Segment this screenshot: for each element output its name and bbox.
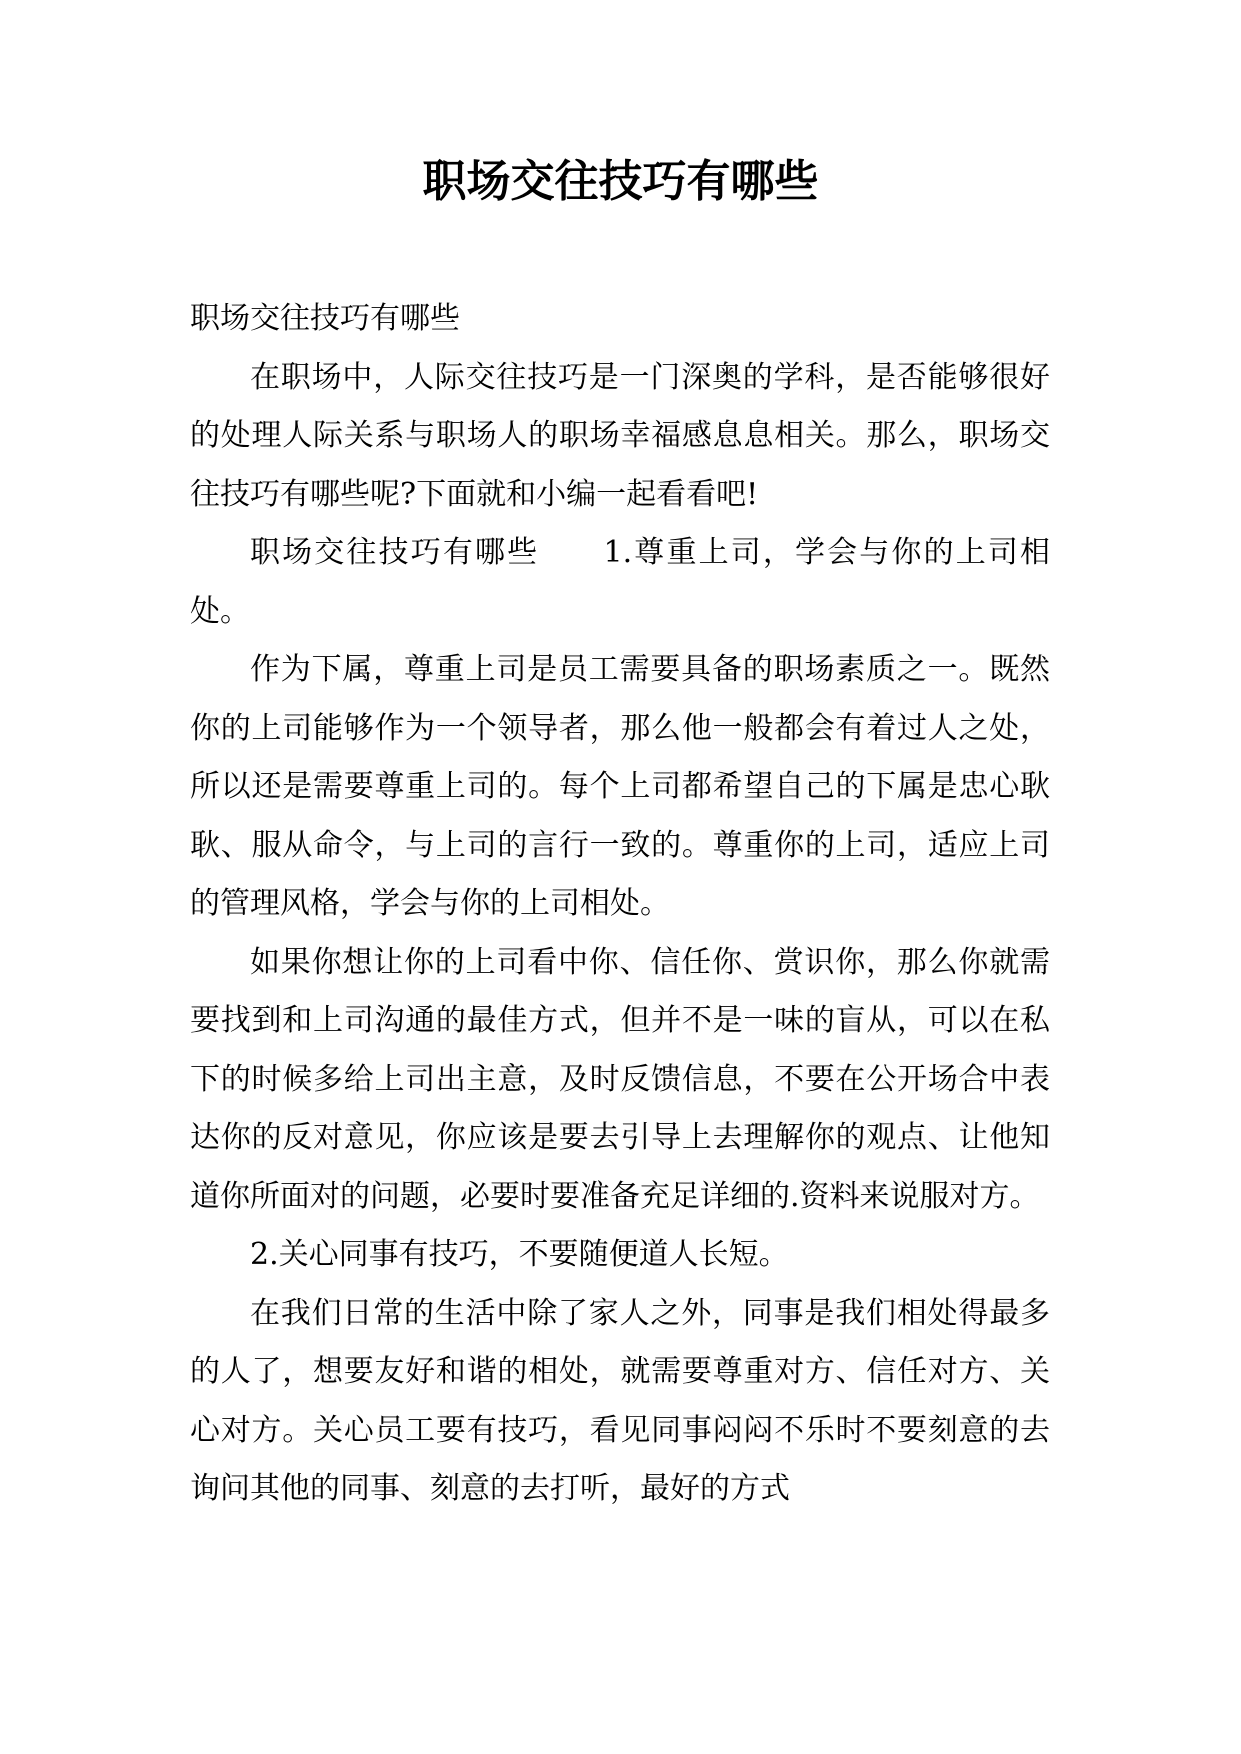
document-title: 职场交往技巧有哪些 bbox=[422, 156, 819, 207]
point-one-paragraph-2: 如果你想让你的上司看中你、信任你、赏识你，那么你就需要找到和上司沟通的最佳方式，但并不是一味的盲从，可以在私下的时候多给上司出主意，及时反馈信息，不要在公开场合中表达你的反对意见，你应该是要去引导上去理解你的观点、让他知道你所面对的问题，必要时要准备充足详细的.资料来说服对方。 bbox=[190, 944, 1050, 1214]
intro-paragraph: 在职场中，人际交往技巧是一门深奥的学科，是否能够很好的处理人际关系与职场人的职场幸福感息息相关。那么，职场交往技巧有哪些呢?下面就和小编一起看看吧! bbox=[190, 359, 1050, 512]
body-heading-paragraph: 职场交往技巧有哪些 bbox=[190, 301, 460, 336]
point-one-heading: 职场交往技巧有哪些 1.尊重上司，学会与你的上司相处。 bbox=[190, 535, 1050, 629]
point-two-heading: 2.关心同事有技巧，不要随便道人长短。 bbox=[250, 1237, 789, 1272]
document-body bbox=[190, 290, 1050, 1519]
point-one-paragraph-1: 作为下属，尊重上司是员工需要具备的职场素质之一。既然你的上司能够作为一个领导者，那么他一般都会有着过人之处，所以还是需要尊重上司的。每个上司都希望自己的下属是忠心耿耿、服从命令，与上司的言行一致的。尊重你的上司，适应上司的管理风格，学会与你的上司相处。 bbox=[190, 652, 1050, 921]
point-two-paragraph-1: 在我们日常的生活中除了家人之外，同事是我们相处得最多的人了，想要友好和谐的相处，就需要尊重对方、信任对方、关心对方。关心员工要有技巧，看见同事闷闷不乐时不要刻意的去询问其他的同事、刻意的去打听，最好的方式 bbox=[190, 1295, 1050, 1506]
